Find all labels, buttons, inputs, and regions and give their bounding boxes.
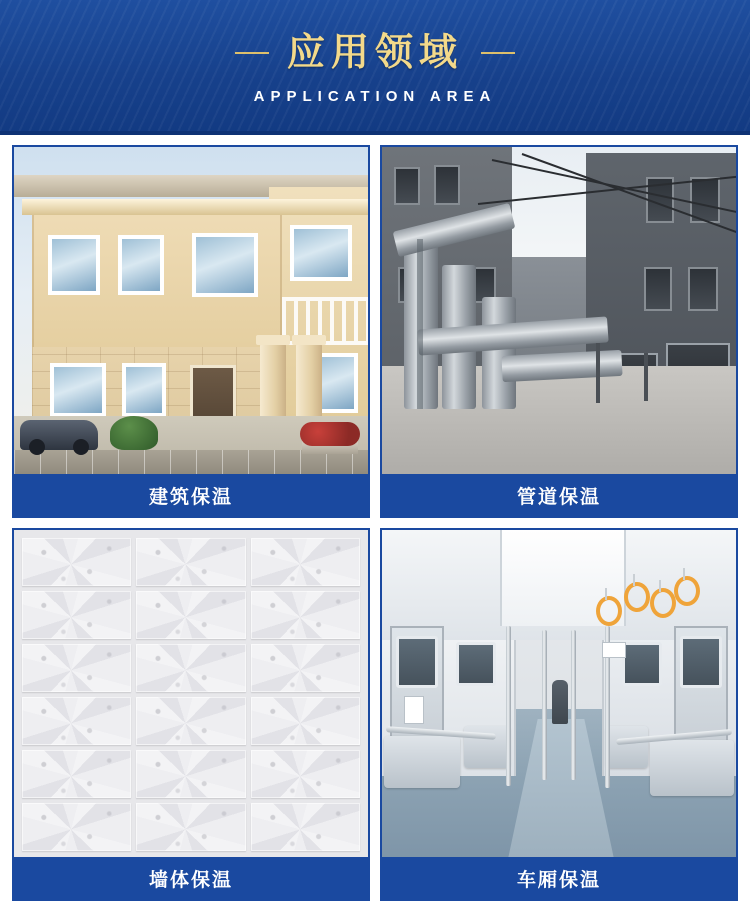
hand-strap — [596, 596, 622, 626]
carriage-photo — [382, 530, 736, 859]
page-title: 应用领域 — [286, 32, 463, 74]
window — [434, 165, 460, 205]
card-caption: 管道保温 — [382, 474, 736, 516]
page-subtitle: APPLICATION AREA — [253, 88, 497, 105]
insulated-pipe-vertical — [482, 297, 516, 409]
hand-strap — [624, 582, 650, 612]
window — [688, 267, 718, 311]
wall-tile — [136, 538, 245, 586]
wall-tile — [251, 644, 360, 692]
hedge — [110, 416, 158, 450]
card-caption: 墙体保温 — [14, 857, 368, 899]
tile-wall — [14, 530, 368, 859]
window — [394, 167, 420, 205]
train-interior — [382, 530, 736, 859]
application-card-building[interactable] — [12, 145, 370, 518]
door-window — [680, 636, 722, 688]
application-cards-grid — [12, 145, 738, 901]
wall-tile — [251, 750, 360, 798]
door-window — [396, 636, 438, 688]
banner-title-row — [235, 34, 515, 72]
window — [290, 225, 352, 281]
application-card-pipeline[interactable] — [380, 145, 738, 518]
villa-cornice — [22, 199, 368, 215]
wall-tile — [136, 697, 245, 745]
wall-tile — [251, 538, 360, 586]
wall-tile — [22, 803, 131, 851]
wall-tile — [251, 697, 360, 745]
hand-strap — [650, 588, 676, 618]
window — [122, 363, 166, 417]
passenger-seat — [650, 740, 734, 796]
wall-tile — [22, 591, 131, 639]
passenger-seat — [606, 726, 648, 768]
page-banner — [0, 0, 750, 135]
window — [644, 267, 672, 311]
wall-tile — [22, 538, 131, 586]
street-lamp-post — [644, 353, 648, 401]
window — [48, 235, 100, 295]
parked-car — [20, 420, 98, 450]
window — [118, 235, 164, 295]
wall-photo — [14, 530, 368, 859]
banner-content — [0, 0, 750, 135]
title-rule-left-icon — [235, 52, 269, 54]
wall-tile — [251, 591, 360, 639]
grab-pole — [506, 626, 511, 786]
passenger-seat — [384, 736, 460, 788]
application-card-carriage[interactable] — [380, 528, 738, 901]
pipe-band — [417, 239, 423, 409]
window — [192, 233, 258, 297]
window — [50, 363, 106, 417]
wall-tile — [136, 750, 245, 798]
wall-tile — [136, 644, 245, 692]
building-photo — [14, 147, 368, 476]
grab-pole — [542, 630, 547, 780]
wall-tile — [136, 591, 245, 639]
route-sign — [602, 642, 626, 658]
grab-pole — [571, 630, 576, 780]
street-lamp-post — [596, 343, 600, 403]
wall-tile — [22, 644, 131, 692]
title-rule-right-icon — [481, 52, 515, 54]
wall-tile — [136, 803, 245, 851]
pipeline-photo — [382, 147, 736, 476]
passenger-silhouette — [552, 680, 568, 724]
carriage-window — [622, 642, 662, 686]
hand-strap — [674, 576, 700, 606]
carriage-window — [456, 642, 496, 686]
card-caption: 建筑保温 — [14, 474, 368, 516]
wall-tile — [251, 803, 360, 851]
wall-tile — [22, 750, 131, 798]
door-notice-sign — [404, 696, 424, 724]
flower-bed — [300, 422, 360, 446]
application-card-wall[interactable] — [12, 528, 370, 901]
wall-tile — [22, 697, 131, 745]
card-caption: 车厢保温 — [382, 857, 736, 899]
